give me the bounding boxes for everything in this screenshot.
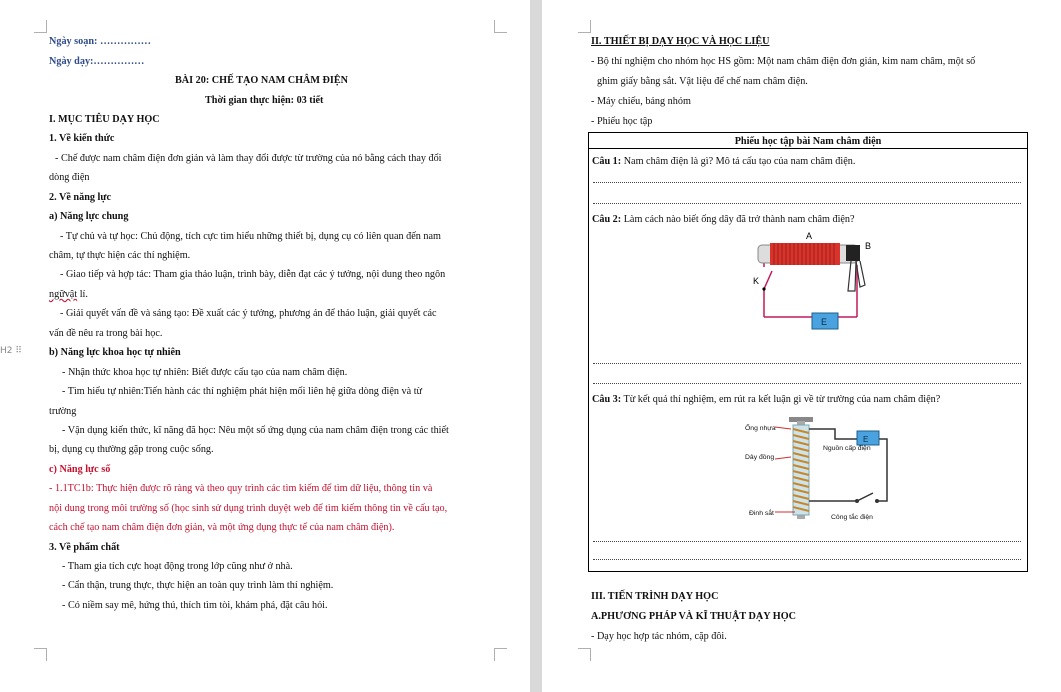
switch-lever xyxy=(857,493,873,501)
section-heading-text: II. THIẾT BỊ DẠY HỌC VÀ HỌC LIỆU xyxy=(591,36,770,47)
answer-line[interactable] xyxy=(593,559,1021,560)
tube-label: Ống nhựa xyxy=(745,425,776,432)
worksheet-title: Phiếu học tập bài Nam châm điện xyxy=(734,136,882,147)
paragraph: - 1.1TC1b: Thực hiện được rõ ràng và theo quy trình các tìm kiếm để tìm dữ liệu, thông tin và xyxy=(49,483,433,494)
question-label: Câu 3: xyxy=(592,394,622,405)
paragraph: - Giải quyết vấn đề và sáng tạo: Đề xuất các ý tưởng, phương án để thảo luận, giải quyết các xyxy=(60,308,437,319)
nail-label: Đinh sắt xyxy=(749,510,774,517)
paragraph: - Tham gia tích cực hoạt động trong lớp cũng như ở nhà. xyxy=(62,561,293,572)
answer-line[interactable] xyxy=(593,203,1021,204)
general-heading: a) Năng lực chung xyxy=(49,211,129,222)
subsection-heading: A.PHƯƠNG PHÁP VÀ KĨ THUẬT DẠY HỌC xyxy=(591,611,796,622)
crop-mark xyxy=(34,648,47,661)
competence-heading: 2. Về năng lực xyxy=(49,192,111,203)
paragraph: dòng điện xyxy=(49,172,90,183)
section-heading xyxy=(591,35,770,48)
question-label: Câu 2: xyxy=(592,214,622,225)
paragraph: trường xyxy=(49,406,77,417)
date-taught: Ngày dạy:…………… xyxy=(49,56,145,67)
clip-handle xyxy=(848,261,856,291)
drag-handle-icon: ⠿ xyxy=(15,346,22,356)
paragraph: - Có niềm say mê, hứng thú, thích tìm tòi, khám phá, đặt câu hỏi. xyxy=(62,600,328,611)
question-3 xyxy=(592,393,940,406)
left-page xyxy=(0,0,530,692)
question-label: Câu 1: xyxy=(592,156,622,167)
paragraph: châm, tự thực hiện các thí nghiệm. xyxy=(49,250,191,261)
circuit-wire xyxy=(809,429,857,439)
right-page xyxy=(542,0,1061,692)
paragraph: - Giao tiếp và hợp tác: Tham gia thảo luận, trình bày, diễn đạt các ý tưởng, nội dung theo ngôn xyxy=(60,269,446,280)
paragraph: - Dạy học hợp tác nhóm, cặp đôi. xyxy=(591,631,727,642)
section-heading: I. MỤC TIÊU DẠY HỌC xyxy=(49,114,160,125)
switch-label: Công tắc điện xyxy=(831,514,873,521)
heading-level-label: H2 xyxy=(0,346,13,356)
switch-pivot xyxy=(855,499,859,503)
paragraph: - Vận dụng kiến thức, kĩ năng đã học: Nêu một số ứng dụng của nam châm điện trong các thiết xyxy=(62,425,449,436)
section-heading: III. TIẾN TRÌNH DẠY HỌC xyxy=(591,591,719,602)
wire-label: Dây đồng xyxy=(745,454,775,461)
paragraph: - Máy chiếu, bảng nhóm xyxy=(591,96,691,107)
answer-line[interactable] xyxy=(593,182,1021,183)
paragraph: - Bộ thí nghiệm cho nhóm học HS gồm: Một nam châm điện đơn giản, kim nam châm, một số xyxy=(591,56,976,67)
lesson-duration: Thời gian thực hiện: 03 tiết xyxy=(205,95,324,106)
paragraph-text: lí. xyxy=(77,289,88,300)
answer-line[interactable] xyxy=(593,363,1021,364)
question-2 xyxy=(592,213,855,226)
paragraph: ghim giấy bằng sắt. Vật liệu để chế nam châm điện. xyxy=(597,76,808,87)
crop-mark xyxy=(578,648,591,661)
switch-label: K xyxy=(753,276,760,286)
crop-mark xyxy=(494,20,507,33)
power-supply-label: E xyxy=(863,435,869,444)
paragraph: nội dung trong môi trường số (học sinh sử dụng trình duyệt web để tìm kiếm thông tin về cấu tạo, xyxy=(49,503,448,514)
question-1 xyxy=(592,155,855,168)
spell-error-word[interactable]: ngữvật xyxy=(49,289,78,300)
switch-lever xyxy=(764,271,772,289)
question-text: Từ kết quả thí nghiệm, em rút ra kết luận gì về từ trường của nam châm điện? xyxy=(621,394,941,405)
switch-contact xyxy=(875,499,879,503)
date-prepared: Ngày soạn: …………… xyxy=(49,36,151,47)
question-text: Nam châm điện là gì? Mô tả cấu tạo của nam châm điện. xyxy=(621,156,856,167)
paragraph: - Tự chủ và tự học: Chủ động, tích cực tìm hiểu những thiết bị, dụng cụ có liên quan đến nam xyxy=(60,231,441,242)
quality-heading: 3. Về phẩm chất xyxy=(49,542,120,553)
label-pointer xyxy=(775,427,791,429)
paragraph: - Tìm hiểu tự nhiên:Tiến hành các thí nghiệm phát hiện mối liên hệ giữa dòng điện và từ xyxy=(62,386,423,397)
label-pointer xyxy=(775,457,791,459)
answer-line[interactable] xyxy=(593,383,1021,384)
knowledge-heading: 1. Về kiến thức xyxy=(49,133,115,144)
paragraph: - Nhận thức khoa học tự nhiên: Biết được cấu tạo của nam châm điện. xyxy=(62,367,348,378)
paragraph: - Phiếu học tập xyxy=(591,116,653,127)
electromagnet-circuit-diagram xyxy=(752,229,877,347)
crop-mark xyxy=(494,648,507,661)
copper-coil xyxy=(770,243,840,265)
paragraph: bị, dụng cụ thường gặp trong cuộc sống. xyxy=(49,444,214,455)
binder-clip xyxy=(846,245,860,261)
paragraph: vấn đề nêu ra trong bài học. xyxy=(49,328,163,339)
worksheet-title-divider xyxy=(589,148,1027,149)
coil-label: A xyxy=(806,231,813,241)
worksheet-box xyxy=(588,132,1028,572)
heading-drag-handle[interactable] xyxy=(0,346,22,356)
clip-label: B xyxy=(865,241,872,251)
answer-line[interactable] xyxy=(593,541,1021,542)
digital-heading: c) Năng lực số xyxy=(49,464,111,475)
circuit-wire xyxy=(877,439,887,501)
question-text: Làm cách nào biết ống dây đã trở thành nam châm điện? xyxy=(621,214,855,225)
science-heading: b) Năng lực khoa học tự nhiên xyxy=(49,347,181,358)
paragraph xyxy=(49,288,88,301)
switch-pivot xyxy=(762,287,765,290)
lesson-title: BÀI 20: CHẾ TẠO NAM CHÂM ĐIỆN xyxy=(175,75,349,86)
crop-mark xyxy=(34,20,47,33)
power-label: Nguồn cấp điện xyxy=(823,445,871,452)
paragraph: - Cẩn thận, trung thực, thực hiện an toàn quy trình làm thí nghiệm. xyxy=(62,580,334,591)
paragraph: - Chế được nam châm điện đơn giản và làm thay đổi được từ trường của nó bằng cách thay đổi xyxy=(55,153,442,164)
crop-mark xyxy=(578,20,591,33)
battery-label: E xyxy=(821,317,828,327)
paragraph: cách chế tạo nam châm điện đơn giản, và một ứng dụng thực tế của nam châm điện). xyxy=(49,522,395,533)
